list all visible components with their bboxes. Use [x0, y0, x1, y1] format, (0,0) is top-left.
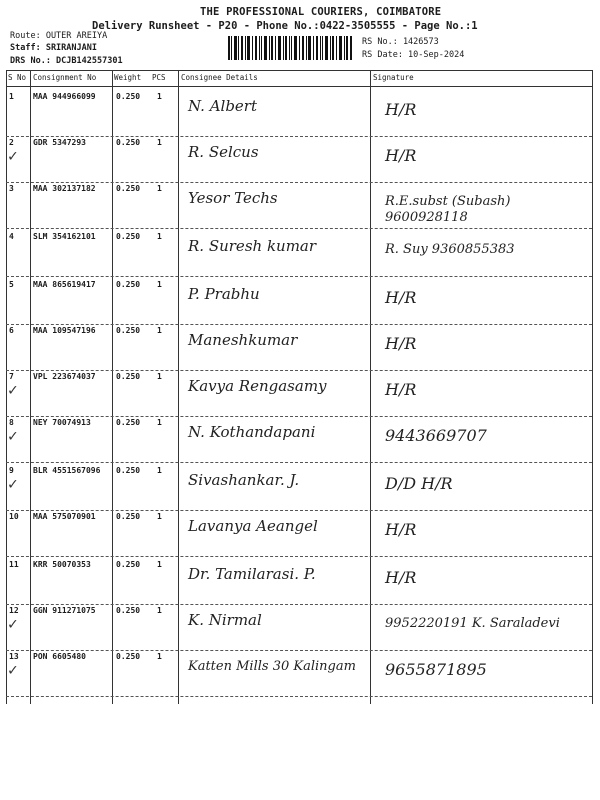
row-consignee: Lavanya Aeangel [188, 517, 318, 535]
col-header-consignee: Consignee Details [181, 73, 258, 82]
row-sno: 12 [9, 606, 19, 615]
row-signature: H/R [385, 568, 417, 587]
row-weight: 0.250 [116, 280, 141, 289]
row-consignment-no: KRR 50070353 [33, 560, 91, 569]
row-weight: 0.250 [116, 184, 141, 193]
row-sno: 3 [9, 184, 14, 193]
row-sno: 1 [9, 92, 14, 101]
check-mark-icon: ✓ [8, 146, 18, 165]
row-pcs: 1 [157, 560, 162, 569]
runsheet-subtitle: Delivery Runsheet - P20 - Phone No.:0422-3505555 - Page No.:1 [92, 20, 478, 32]
row-divider [6, 276, 592, 277]
row-pcs: 1 [157, 326, 162, 335]
row-consignment-no: MAA 575070901 [33, 512, 96, 521]
row-signature: R.E.subst (Subash) 9600928118 [385, 194, 511, 225]
row-sno: 7 [9, 372, 14, 381]
row-consignment-no: NEY 70074913 [33, 418, 91, 427]
row-consignment-no: MAA 865619417 [33, 280, 96, 289]
rs-number: RS No.: 1426573 [362, 37, 439, 47]
row-sno: 8 [9, 418, 14, 427]
row-signature: H/R [385, 100, 417, 119]
row-consignee: Sivashankar. J. [188, 471, 300, 489]
row-consignment-no: SLM 354162101 [33, 232, 96, 241]
rs-date: RS Date: 10-Sep-2024 [362, 50, 465, 60]
row-divider [6, 416, 592, 417]
row-pcs: 1 [157, 418, 162, 427]
row-consignment-no: MAA 302137182 [33, 184, 96, 193]
col-divider [30, 70, 31, 704]
row-weight: 0.250 [116, 652, 141, 661]
col-header-consignment: Consignment No [33, 73, 97, 82]
col-divider [370, 70, 371, 704]
row-consignment-no: MAA 944966099 [33, 92, 96, 101]
table-left-border [6, 70, 7, 704]
col-header-pcs: PCS [152, 73, 166, 82]
header-divider [6, 86, 592, 87]
row-divider [6, 650, 592, 651]
row-sno: 10 [9, 512, 19, 521]
row-consignee: Maneshkumar [188, 331, 298, 349]
row-divider [6, 370, 592, 371]
company-title: THE PROFESSIONAL COURIERS, COIMBATORE [200, 6, 442, 18]
row-pcs: 1 [157, 184, 162, 193]
col-header-sno: S No [8, 73, 27, 82]
row-pcs: 1 [157, 512, 162, 521]
row-weight: 0.250 [116, 606, 141, 615]
row-consignment-no: BLR 4551567096 [33, 466, 101, 475]
row-sno: 4 [9, 232, 14, 241]
row-consignee: N. Kothandapani [188, 423, 316, 441]
row-divider [6, 228, 592, 229]
row-consignee: P. Prabhu [188, 285, 260, 303]
row-divider [6, 182, 592, 183]
row-divider [6, 136, 592, 137]
row-divider [6, 462, 592, 463]
row-pcs: 1 [157, 138, 162, 147]
row-consignee: Yesor Techs [188, 189, 278, 207]
row-pcs: 1 [157, 280, 162, 289]
row-pcs: 1 [157, 606, 162, 615]
check-mark-icon: ✓ [8, 660, 18, 679]
row-pcs: 1 [157, 92, 162, 101]
row-consignee: K. Nirmal [188, 611, 262, 629]
check-mark-icon: ✓ [8, 380, 18, 399]
route-label: Route: OUTER AREIYA [10, 31, 108, 41]
row-signature: 9443669707 [385, 426, 487, 445]
table-right-border [592, 70, 593, 704]
check-mark-icon: ✓ [8, 426, 18, 445]
row-sno: 11 [9, 560, 19, 569]
check-mark-icon: ✓ [8, 474, 18, 493]
row-signature: H/R [385, 334, 417, 353]
row-sno: 2 [9, 138, 14, 147]
row-signature: H/R [385, 520, 417, 539]
row-weight: 0.250 [116, 466, 141, 475]
row-sno: 5 [9, 280, 14, 289]
row-divider [6, 696, 592, 697]
row-weight: 0.250 [116, 232, 141, 241]
row-pcs: 1 [157, 372, 162, 381]
row-signature: R. Suy 9360855383 [385, 242, 515, 257]
row-consignee: Katten Mills 30 Kalingam [188, 659, 356, 674]
row-divider [6, 510, 592, 511]
row-sno: 13 [9, 652, 19, 661]
row-consignee: R. Selcus [188, 143, 259, 161]
row-consignee: N. Albert [188, 97, 258, 115]
row-sno: 9 [9, 466, 14, 475]
col-header-weight: Weight [114, 73, 142, 82]
row-weight: 0.250 [116, 326, 141, 335]
row-weight: 0.250 [116, 418, 141, 427]
row-consignment-no: PON 6605480 [33, 652, 86, 661]
row-consignee: Kavya Rengasamy [188, 377, 327, 395]
row-consignment-no: VPL 223674037 [33, 372, 96, 381]
row-sno: 6 [9, 326, 14, 335]
row-pcs: 1 [157, 466, 162, 475]
row-divider [6, 604, 592, 605]
row-divider [6, 556, 592, 557]
row-weight: 0.250 [116, 512, 141, 521]
row-pcs: 1 [157, 232, 162, 241]
col-divider [178, 70, 179, 704]
row-pcs: 1 [157, 652, 162, 661]
col-divider [112, 70, 113, 704]
row-consignment-no: GGN 911271075 [33, 606, 96, 615]
row-signature: 9655871895 [385, 660, 487, 679]
check-mark-icon: ✓ [8, 614, 18, 633]
row-consignment-no: MAA 109547196 [33, 326, 96, 335]
barcode-image [228, 36, 352, 60]
row-weight: 0.250 [116, 560, 141, 569]
rs-info [362, 36, 464, 62]
row-consignee: R. Suresh kumar [188, 237, 317, 255]
col-header-signature: Signature [373, 73, 414, 82]
row-signature: H/R [385, 288, 417, 307]
row-consignee: Dr. Tamilarasi. P. [188, 565, 316, 583]
row-signature: 9952220191 K. Saraladevi [385, 616, 560, 631]
row-weight: 0.250 [116, 372, 141, 381]
table-top-border [6, 70, 592, 71]
row-weight: 0.250 [116, 138, 141, 147]
row-signature: H/R [385, 146, 417, 165]
row-signature: H/R [385, 380, 417, 399]
row-signature: D/D H/R [385, 474, 453, 493]
drs-label: DRS No.: DCJB142557301 [10, 56, 123, 66]
row-consignment-no: GDR 5347293 [33, 138, 86, 147]
row-weight: 0.250 [116, 92, 141, 101]
row-divider [6, 324, 592, 325]
staff-label: Staff: SRIRANJANI [10, 43, 97, 53]
